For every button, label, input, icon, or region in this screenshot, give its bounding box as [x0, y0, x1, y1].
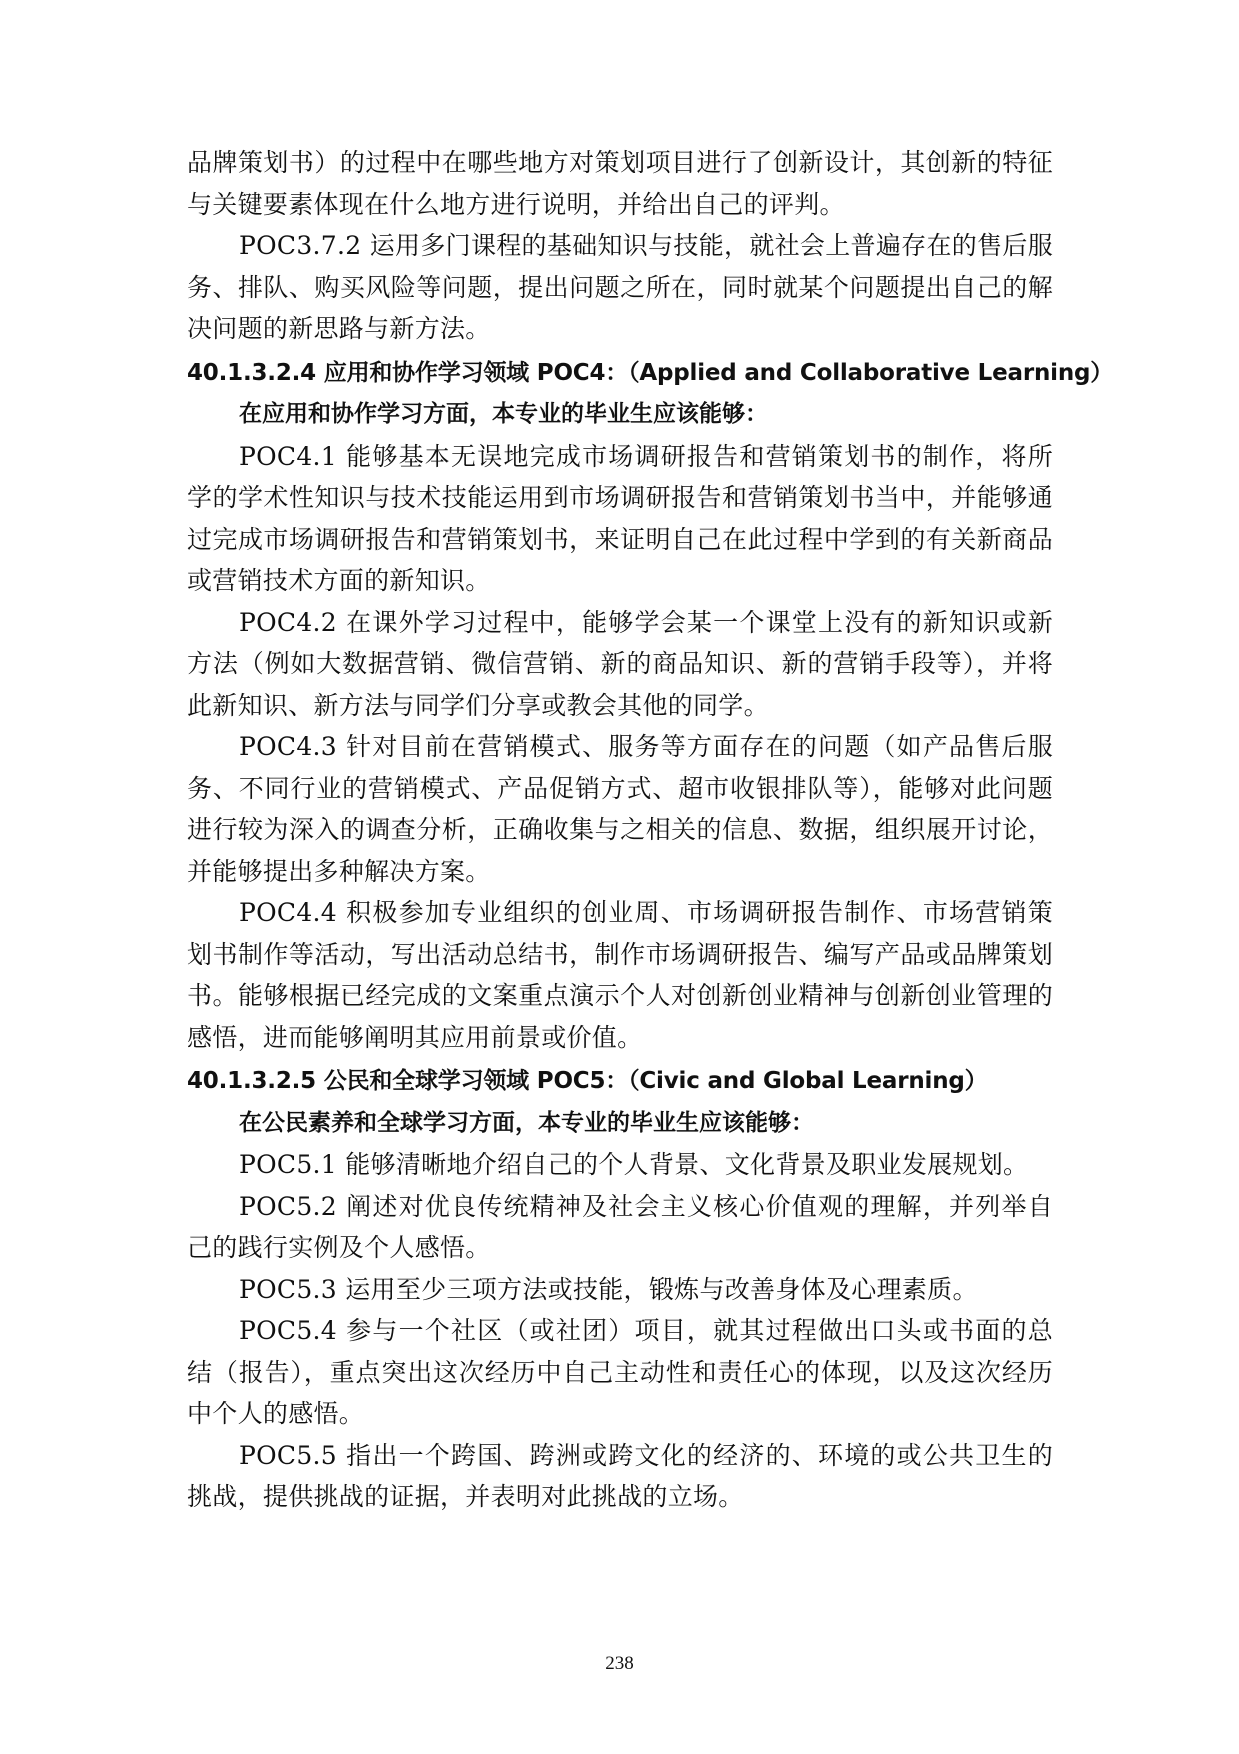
- paragraph-poc4-2: POC4.2 在课外学习过程中，能够学会某一个课堂上没有的新知识或新方法（例如大数据营销、微信营销、新的商品知识、新的营销手段等），并将此新知识、新方法与同学们分享或教会其他的同学。: [187, 607, 1053, 720]
- paragraph-poc4-4: POC4.4 积极参加专业组织的创业周、市场调研报告制作、市场营销策划书制作等活动，写出活动总结书，制作市场调研报告、编写产品或品牌策划书。能够根据已经完成的文案重点演示个人对创新创业精神与创新创业管理的感悟，进而能够阐明其应用前景或价值。: [187, 898, 1053, 1052]
- document-body: [187, 142, 1114, 1518]
- paragraph-poc4-3: POC4.3 针对目前在营销模式、服务等方面存在的问题（如产品售后服务、不同行业的营销模式、产品促销方式、超市收银排队等），能够对此问题进行较为深入的调查分析，正确收集与之相关的信息、数据，组织展开讨论，并能够提出多种解决方案。: [187, 732, 1053, 886]
- section-heading-poc5: 40.1.3.2.5 公民和全球学习领域 POC5：（Civic and Global Learning）: [187, 1068, 988, 1094]
- paragraph-poc5-5: POC5.5 指出一个跨国、跨洲或跨文化的经济的、环境的或公共卫生的挑战，提供挑战的证据，并表明对此挑战的立场。: [187, 1440, 1053, 1511]
- paragraph-poc5-2: POC5.2 阐述对优良传统精神及社会主义核心价值观的理解，并列举自己的践行实例及个人感悟。: [187, 1191, 1053, 1262]
- section-intro-poc5: 在公民素养和全球学习方面，本专业的毕业生应该能够：: [239, 1109, 814, 1136]
- paragraph-poc5-4: POC5.4 参与一个社区（或社团）项目，就其过程做出口头或书面的总结（报告），重点突出这次经历中自己主动性和责任心的体现，以及这次经历中个人的感悟。: [187, 1316, 1053, 1428]
- paragraph-poc4-1: POC4.1 能够基本无误地完成市场调研报告和营销策划书的制作，将所学的学术性知识与技术技能运用到市场调研报告和营销策划书当中，并能够通过完成市场调研报告和营销策划书，来证明自己在此过程中学到的有关新商品或营销技术方面的新知识。: [187, 441, 1053, 595]
- paragraph: 品牌策划书）的过程中在哪些地方对策划项目进行了创新设计，其创新的特征与关键要素体现在什么地方进行说明，并给出自己的评判。: [187, 148, 1053, 219]
- paragraph-poc5-3: POC5.3 运用至少三项方法或技能，锻炼与改善身体及心理素质。: [239, 1274, 978, 1304]
- section-intro-poc4: 在应用和协作学习方面，本专业的毕业生应该能够：: [239, 401, 768, 427]
- section-heading-poc4: 40.1.3.2.4 应用和协作学习领域 POC4：（Applied and Collaborative Learning）: [187, 359, 1114, 386]
- page-number: 238: [605, 1653, 634, 1674]
- paragraph-poc3-7-2: POC3.7.2 运用多门课程的基础知识与技能，就社会上普遍存在的售后服务、排队、购买风险等问题，提出问题之所在，同时就某个问题提出自己的解决问题的新思路与新方法。: [187, 231, 1053, 343]
- paragraph-poc5-1: POC5.1 能够清晰地介绍自己的个人背景、文化背景及职业发展规划。: [239, 1150, 1029, 1179]
